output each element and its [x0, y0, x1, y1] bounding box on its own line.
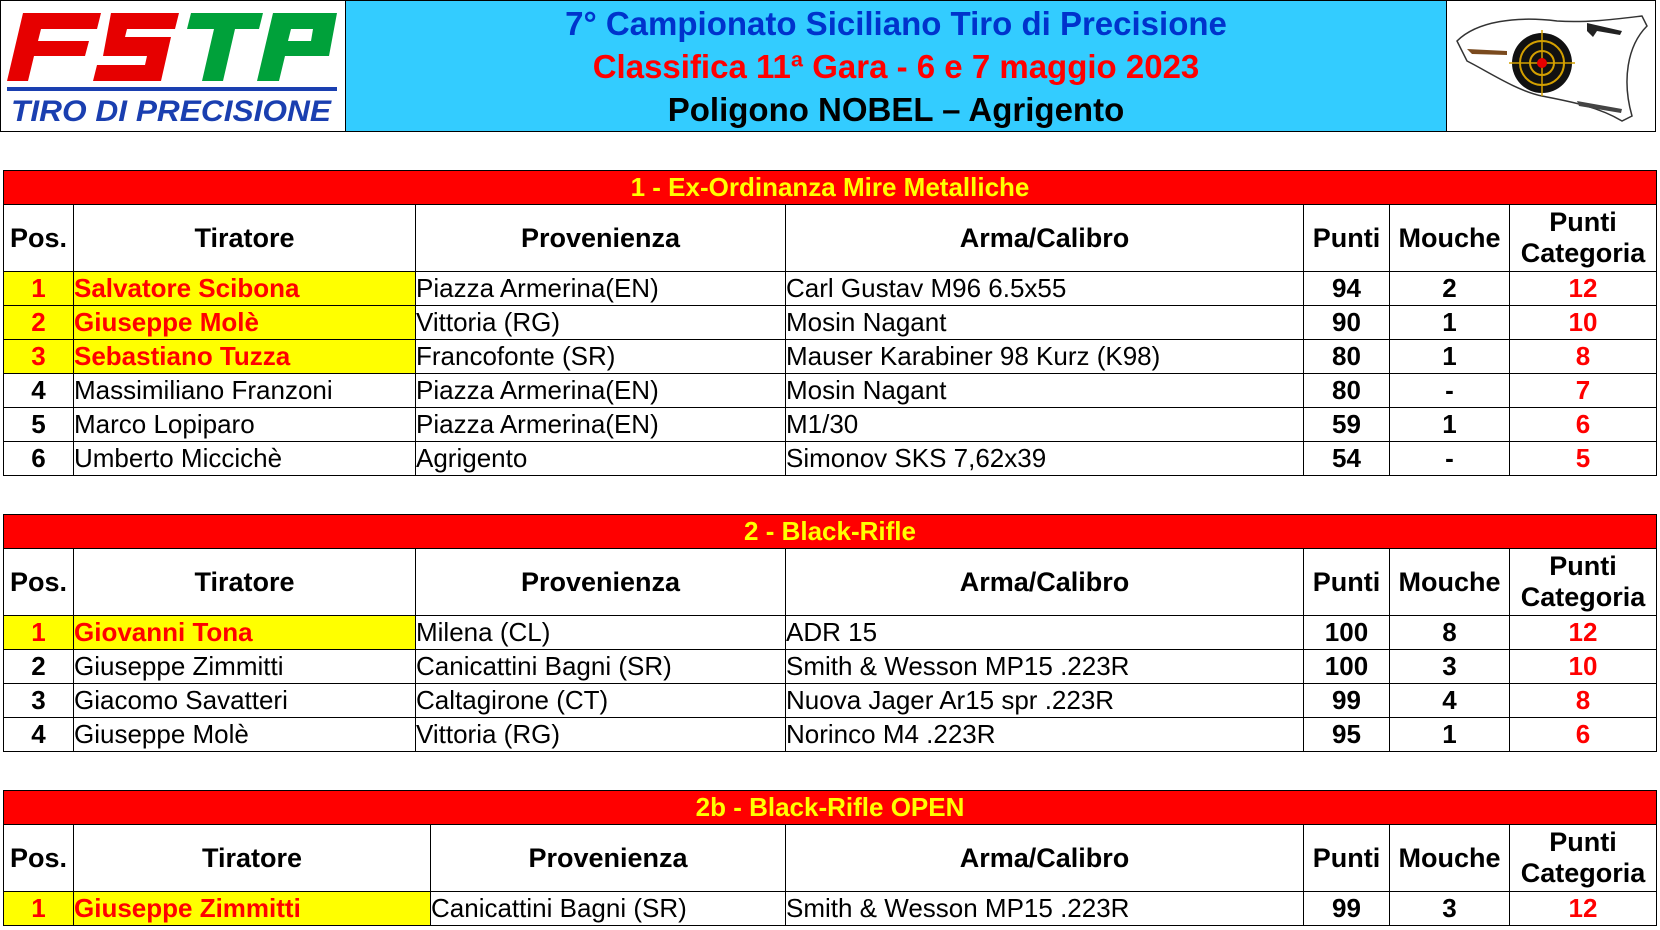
section-title: 2b - Black-Rifle OPEN — [4, 791, 1657, 825]
cell-mouche: 3 — [1390, 650, 1510, 684]
col-cat-line2: Categoria — [1520, 582, 1646, 612]
cell-mouche: 8 — [1390, 616, 1510, 650]
cell-tiratore: Salvatore Scibona — [74, 272, 416, 306]
ranking-title: Classifica 11ª Gara - 6 e 7 maggio 2023 — [592, 47, 1200, 85]
cell-punti: 80 — [1304, 340, 1390, 374]
table-row — [4, 408, 1657, 442]
table-row — [4, 892, 1657, 926]
cell-punti-categoria: 5 — [1510, 442, 1657, 476]
cell-tiratore: Umberto Miccichè — [74, 442, 416, 476]
cell-punti: 100 — [1304, 616, 1390, 650]
cell-punti: 100 — [1304, 650, 1390, 684]
col-cat-line2: Categoria — [1520, 238, 1646, 268]
sicily-map-logo — [1447, 1, 1655, 131]
section-title: 2 - Black-Rifle — [4, 515, 1657, 549]
cell-tiratore: Sebastiano Tuzza — [74, 340, 416, 374]
col-tiratore: Tiratore — [74, 205, 416, 272]
cell-tiratore: Giuseppe Zimmitti — [74, 650, 416, 684]
table-row — [4, 306, 1657, 340]
cell-punti-categoria: 10 — [1510, 650, 1657, 684]
cell-arma: Nuova Jager Ar15 spr .223R — [786, 684, 1304, 718]
col-arma: Arma/Calibro — [786, 825, 1304, 892]
venue-title: Poligono NOBEL – Agrigento — [667, 90, 1125, 128]
col-mouche: Mouche — [1390, 205, 1510, 272]
cell-arma: M1/30 — [786, 408, 1304, 442]
cell-pos: 1 — [4, 892, 74, 926]
cell-arma: Mauser Karabiner 98 Kurz (K98) — [786, 340, 1304, 374]
cell-pos: 1 — [4, 272, 74, 306]
cell-pos: 4 — [4, 718, 74, 752]
cell-arma: ADR 15 — [786, 616, 1304, 650]
section-table-2 — [3, 514, 1657, 752]
table-row — [4, 374, 1657, 408]
table-row — [4, 442, 1657, 476]
cell-punti-categoria: 7 — [1510, 374, 1657, 408]
table-header — [4, 549, 1657, 616]
cell-pos: 4 — [4, 374, 74, 408]
cell-tiratore: Marco Lopiparo — [74, 408, 416, 442]
col-punti-categoria — [1510, 549, 1657, 616]
cell-punti: 54 — [1304, 442, 1390, 476]
section-title: 1 - Ex-Ordinanza Mire Metalliche — [4, 171, 1657, 205]
cell-punti: 99 — [1304, 684, 1390, 718]
table-row — [4, 684, 1657, 718]
cell-mouche: 1 — [1390, 718, 1510, 752]
cell-punti-categoria: 8 — [1510, 684, 1657, 718]
cell-provenienza: Canicattini Bagni (SR) — [416, 650, 786, 684]
cell-mouche: - — [1390, 442, 1510, 476]
cell-arma: Mosin Nagant — [786, 374, 1304, 408]
table-row — [4, 718, 1657, 752]
table-row — [4, 650, 1657, 684]
col-pos: Pos. — [4, 825, 74, 892]
cell-punti-categoria: 10 — [1510, 306, 1657, 340]
cell-punti-categoria: 6 — [1510, 408, 1657, 442]
cell-provenienza: Caltagirone (CT) — [416, 684, 786, 718]
cell-tiratore: Giovanni Tona — [74, 616, 416, 650]
cell-pos: 2 — [4, 306, 74, 340]
title-box — [346, 1, 1447, 131]
cell-mouche: 1 — [1390, 340, 1510, 374]
col-punti-categoria — [1510, 825, 1657, 892]
cell-pos: 1 — [4, 616, 74, 650]
cell-punti: 59 — [1304, 408, 1390, 442]
cell-mouche: 4 — [1390, 684, 1510, 718]
cell-tiratore: Giacomo Savatteri — [74, 684, 416, 718]
table-row — [4, 340, 1657, 374]
cell-mouche: 1 — [1390, 306, 1510, 340]
col-pos: Pos. — [4, 205, 74, 272]
cell-provenienza: Piazza Armerina(EN) — [416, 272, 786, 306]
cell-punti: 94 — [1304, 272, 1390, 306]
col-mouche: Mouche — [1390, 549, 1510, 616]
cell-pos: 3 — [4, 340, 74, 374]
col-mouche: Mouche — [1390, 825, 1510, 892]
cell-provenienza: Piazza Armerina(EN) — [416, 374, 786, 408]
cell-mouche: 1 — [1390, 408, 1510, 442]
cell-punti: 90 — [1304, 306, 1390, 340]
cell-tiratore: Massimiliano Franzoni — [74, 374, 416, 408]
cell-provenienza: Francofonte (SR) — [416, 340, 786, 374]
col-arma: Arma/Calibro — [786, 205, 1304, 272]
col-punti: Punti — [1304, 549, 1390, 616]
col-provenienza: Provenienza — [431, 825, 786, 892]
table-row — [4, 272, 1657, 306]
cell-provenienza: Vittoria (RG) — [416, 718, 786, 752]
col-pos: Pos. — [4, 549, 74, 616]
cell-punti-categoria: 12 — [1510, 892, 1657, 926]
table-header — [4, 205, 1657, 272]
cell-arma: Smith & Wesson MP15 .223R — [786, 650, 1304, 684]
cell-arma: Smith & Wesson MP15 .223R — [786, 892, 1304, 926]
svg-text:TIRO DI PRECISIONE: TIRO DI PRECISIONE — [11, 95, 333, 128]
table-header — [4, 825, 1657, 892]
col-tiratore: Tiratore — [74, 549, 416, 616]
col-punti-categoria — [1510, 205, 1657, 272]
cell-arma: Mosin Nagant — [786, 306, 1304, 340]
cell-arma: Simonov SKS 7,62x39 — [786, 442, 1304, 476]
cell-punti-categoria: 6 — [1510, 718, 1657, 752]
cell-pos: 2 — [4, 650, 74, 684]
cell-mouche: - — [1390, 374, 1510, 408]
table-row — [4, 616, 1657, 650]
cell-punti-categoria: 12 — [1510, 272, 1657, 306]
cell-punti-categoria: 8 — [1510, 340, 1657, 374]
col-cat-line1: Punti — [1549, 827, 1617, 857]
col-provenienza: Provenienza — [416, 205, 786, 272]
col-arma: Arma/Calibro — [786, 549, 1304, 616]
cell-punti: 95 — [1304, 718, 1390, 752]
cell-provenienza: Milena (CL) — [416, 616, 786, 650]
cell-punti: 80 — [1304, 374, 1390, 408]
cell-pos: 5 — [4, 408, 74, 442]
cell-mouche: 2 — [1390, 272, 1510, 306]
col-provenienza: Provenienza — [416, 549, 786, 616]
championship-title: 7° Campionato Siciliano Tiro di Precisione — [565, 4, 1227, 42]
col-cat-line1: Punti — [1549, 207, 1617, 237]
cell-arma: Carl Gustav M96 6.5x55 — [786, 272, 1304, 306]
col-punti: Punti — [1304, 205, 1390, 272]
cell-pos: 3 — [4, 684, 74, 718]
cell-arma: Norinco M4 .223R — [786, 718, 1304, 752]
cell-tiratore: Giuseppe Molè — [74, 306, 416, 340]
col-cat-line2: Categoria — [1520, 858, 1646, 888]
col-cat-line1: Punti — [1549, 551, 1617, 581]
cell-punti: 99 — [1304, 892, 1390, 926]
col-tiratore: Tiratore — [74, 825, 431, 892]
cell-mouche: 3 — [1390, 892, 1510, 926]
cell-pos: 6 — [4, 442, 74, 476]
section-table-3 — [3, 790, 1657, 926]
page-header — [0, 0, 1656, 132]
cell-provenienza: Piazza Armerina(EN) — [416, 408, 786, 442]
cell-provenienza: Vittoria (RG) — [416, 306, 786, 340]
cell-provenienza: Canicattini Bagni (SR) — [431, 892, 786, 926]
cell-tiratore: Giuseppe Molè — [74, 718, 416, 752]
cell-provenienza: Agrigento — [416, 442, 786, 476]
cell-punti-categoria: 12 — [1510, 616, 1657, 650]
section-table-1 — [3, 170, 1657, 476]
col-punti: Punti — [1304, 825, 1390, 892]
fstp-logo — [1, 1, 346, 131]
cell-tiratore: Giuseppe Zimmitti — [74, 892, 431, 926]
sicily-map-icon — [1447, 1, 1653, 131]
fstp-logo-icon — [1, 1, 345, 131]
